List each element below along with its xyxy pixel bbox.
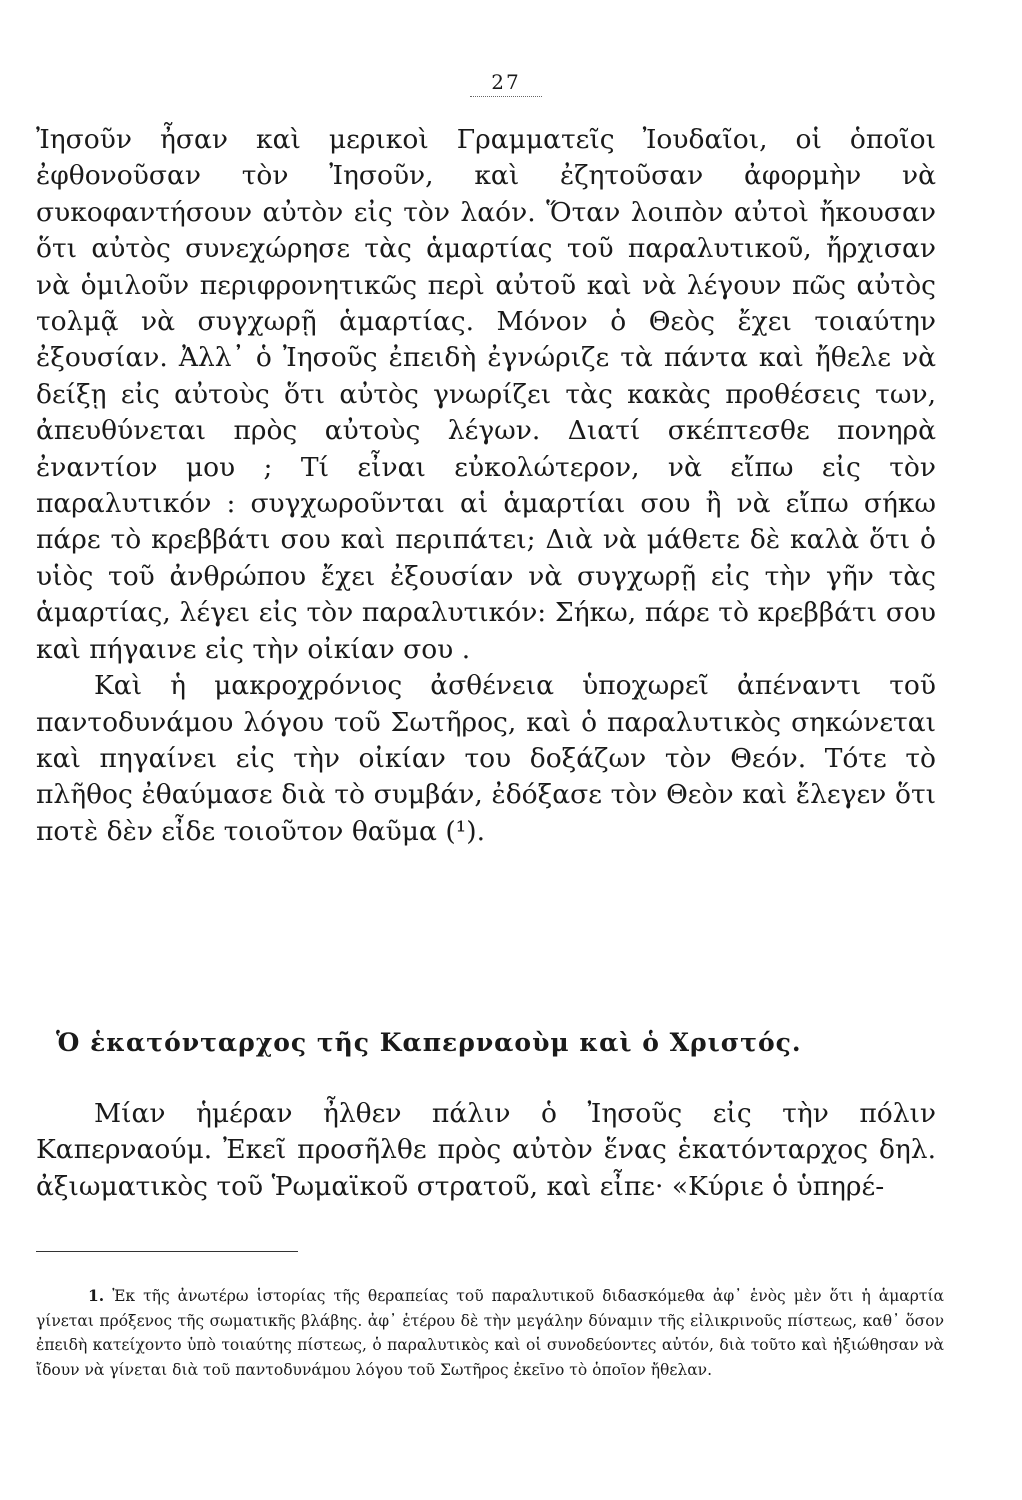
paragraph: Μίαν ἡμέραν ἦλθεν πάλιν ὁ Ἰησοῦς εἰς τὴν πόλιν Καπερναούμ. Ἐκεῖ προσῆλθε πρὸς αὐτὸν ἕνας ἑκατόνταρχος δηλ. ἀξιωματικὸς τοῦ Ῥωμαϊκοῦ στρατοῦ, καὶ εἶπε· «Κύριε ὁ ὑπηρέ- xyxy=(36,1098,936,1202)
page-number: 27 xyxy=(470,70,542,97)
footnote-divider xyxy=(36,1251,298,1252)
footnote-text: Ἐκ τῆς ἀνωτέρω ἱστορίας τῆς θεραπείας τοῦ παραλυτικοῦ διδασκόμεθα ἀφ᾽ ἑνὸς μὲν ὅτι ἡ ἁμαρτία γίνεται πρόξενος τῆς σωματικῆς βλάβης. ἀφ᾽ ἑτέρου δὲ τὴν μεγάλην δύναμιν τῆς εἰλικρινοῦς πίστεως, καθ᾽ ὅσον ἐπειδὴ κατείχοντο ὑπὸ τοιαύτης πίστεως, ὁ παραλυτικὸς καὶ οἱ συνοδεύοντες αὐτόν, διὰ τοῦτο καὶ ἠξιώθησαν νὰ ἴδουν νὰ γίνεται διὰ τοῦ παντοδυνάμου λόγου τοῦ Σωτῆρος ἐκεῖνο τὸ ὁποῖον ἤθελαν. xyxy=(36,1287,944,1379)
body-text xyxy=(36,122,936,850)
footnote-number: 1. xyxy=(88,1286,105,1305)
section-heading: Ὁ ἑκατόνταρχος τῆς Καπερναοὺμ καὶ ὁ Χριστός. xyxy=(56,1028,802,1057)
section-text xyxy=(36,1096,936,1205)
paragraph: Ἰησοῦν ἦσαν καὶ μερικοὶ Γραμματεῖς Ἰουδαῖοι, οἱ ὁποῖοι ἐφθονοῦσαν τὸν Ἰησοῦν, καὶ ἐζητοῦσαν ἀφορμὴν νὰ συκοφαντήσουν αὐτὸν εἰς τὸν λαόν. Ὅταν λοιπὸν αὐτοὶ ἤκουσαν ὅτι αὐτὸς συνεχώρησε τὰς ἁμαρτίας τοῦ παραλυτικοῦ, ἤρχισαν νὰ ὁμιλοῦν περιφρονητικῶς περὶ αὐτοῦ καὶ νὰ λέγουν πῶς αὐτὸς τολμᾷ νὰ συγχωρῇ ἁμαρτίας. Μόνον ὁ Θεὸς ἔχει τοιαύτην ἐξουσίαν. Ἀλλ᾽ ὁ Ἰησοῦς ἐπειδὴ ἐγνώριζε τὰ πάντα καὶ ἤθελε νὰ δείξῃ εἰς αὐτοὺς ὅτι αὐτὸς γνωρίζει τὰς κακὰς προθέσεις των, ἀπευθύνεται πρὸς αὐτοὺς λέγων. Διατί σκέπτεσθε πονηρὰ ἐναντίον μου ; Τί εἶναι εὐκολώτερον, νὰ εἴπω εἰς τὸν παραλυτικόν : συγχωροῦνται αἱ ἁμαρτίαι σου ἢ νὰ εἴπω σήκω πάρε τὸ κρεββάτι σου καὶ περιπάτει; Διὰ νὰ μάθετε δὲ καλὰ ὅτι ὁ υἱὸς τοῦ ἀνθρώπου ἔχει ἐξουσίαν νὰ συγχωρῇ εἰς τὴν γῆν τὰς ἁμαρτίας, λέγει εἰς τὸν παραλυτικόν: Σήκω, πάρε τὸ κρεββάτι σου καὶ πήγαινε εἰς τὴν οἰκίαν σου . xyxy=(36,124,936,665)
paragraph: Καὶ ἡ μακροχρόνιος ἀσθένεια ὑποχωρεῖ ἀπέναντι τοῦ παντοδυνάμου λόγου τοῦ Σωτῆρος, καὶ ὁ παραλυτικὸς σηκώνεται καὶ πηγαίνει εἰς τὴν οἰκίαν του δοξάζων τὸν Θεόν. Τότε τὸ πλῆθος ἐθαύμασε διὰ τὸ συμβάν, ἐδόξασε τὸν Θεὸν καὶ ἔλεγεν ὅτι ποτὲ δὲν εἶδε τοιοῦτον θαῦμα (¹). xyxy=(36,670,936,847)
footnote xyxy=(36,1284,944,1382)
